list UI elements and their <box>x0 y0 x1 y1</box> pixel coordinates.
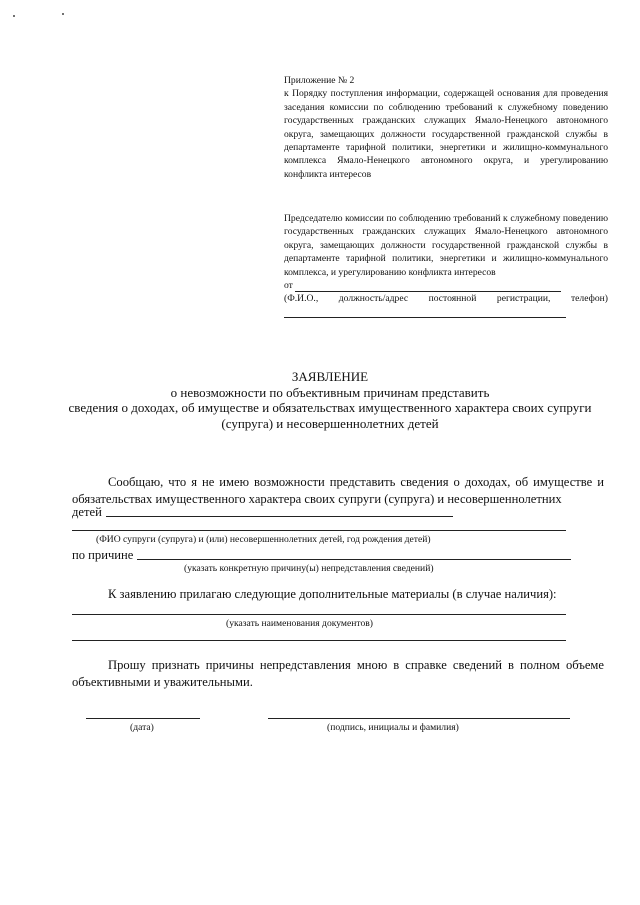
fio-caption: (ФИО супруги (супруга) и (или) несовершеннолетних детей, год рождения детей) <box>96 534 431 545</box>
hint-word: должность/адрес <box>338 293 409 305</box>
heading-line-3: (супруга) и несовершеннолетних детей <box>221 415 439 431</box>
appendix-body: к Порядку поступления информации, содержащей основания для проведения заседания комиссии по соблюдению требований к служебному поведению государственных гражданских служащих Ямало-Ненецкого автономного округа, замещающих должности государственной гражданской службы в департаменте тарифной политики, энергетики и жилищно-коммунального комплекса Ямало-Ненецкого автономного округа, и урегулированию конфликта интересов <box>284 88 608 180</box>
statement-paragraph: Сообщаю, что я не имею возможности представить сведения о доходах, об имуществе и обязательствах имущественного характера своих супруги (супруга) и несовершеннолетних <box>72 475 604 506</box>
from-hint <box>284 292 608 305</box>
children-line[interactable] <box>106 516 453 517</box>
reason-caption: (указать конкретную причину(ы) непредставления сведений) <box>184 563 434 574</box>
date-caption: (дата) <box>130 722 154 733</box>
from-label: от <box>284 279 293 291</box>
addressee-block <box>284 212 608 318</box>
attachments-line-2[interactable] <box>72 640 566 641</box>
from-name-line[interactable] <box>295 281 561 292</box>
request-paragraph: Прошу признать причины непредставления мною в справке сведений в полном объеме объективными и уважительными. <box>72 658 604 689</box>
attachments-paragraph: К заявлению прилагаю следующие дополнительные материалы (в случае наличия): <box>108 587 557 601</box>
date-line[interactable] <box>86 718 200 719</box>
signature-caption: (подпись, инициалы и фамилия) <box>327 722 459 733</box>
attachments-caption: (указать наименования документов) <box>226 618 373 629</box>
hint-word: телефон) <box>570 293 608 305</box>
children-label: детей <box>72 505 102 519</box>
heading-line-2: сведения о доходах, об имуществе и обязательствах имущественного характера своих супруги <box>68 400 592 415</box>
document-title: ЗАЯВЛЕНИЕ <box>291 369 369 384</box>
hint-word: регистрации, <box>496 293 551 305</box>
hint-word: постоянной <box>428 293 477 305</box>
from-extra-line[interactable] <box>284 305 566 318</box>
reason-label: по причине <box>72 548 134 562</box>
hint-word: (Ф.И.О., <box>284 293 319 305</box>
heading-line-1: о невозможности по объективным причинам представить <box>170 384 490 400</box>
from-row <box>284 279 608 292</box>
addressee-body: Председателю комиссии по соблюдению требований к служебному поведению государственных гражданских служащих Ямало-Ненецкого автономного округа, замещающих должности государственной гражданской службы в департаменте тарифной политики, энергетики и жилищно-коммунального комплекса, и урегулированию конфликта интересов <box>284 213 608 278</box>
document-heading <box>40 369 620 431</box>
appendix-block <box>284 74 608 181</box>
signature-line[interactable] <box>268 718 570 719</box>
appendix-title: Приложение № 2 <box>284 75 355 86</box>
scan-speck <box>13 15 15 17</box>
attachments-line-1[interactable] <box>72 614 566 615</box>
scan-speck <box>62 13 64 15</box>
reason-line[interactable] <box>137 559 571 560</box>
children-line-2[interactable] <box>72 530 566 531</box>
